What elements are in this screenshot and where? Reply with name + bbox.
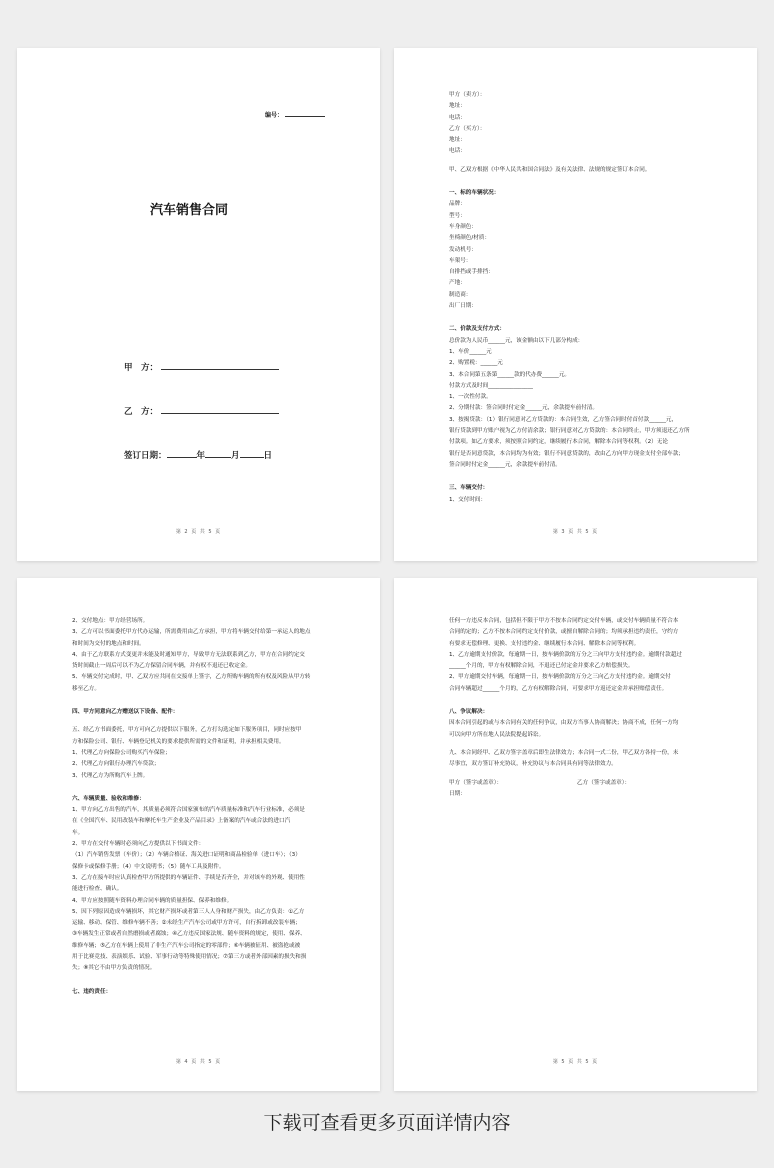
line: 签合同时付定金______元，余款提车前付清。 — [449, 461, 561, 468]
contract-number-blank — [285, 116, 325, 117]
page-4-body — [72, 616, 325, 998]
page-number: 第 3 页 共 5 页 — [552, 529, 599, 535]
line: 用于比赛竞技、表演娱乐、试验、军事行动等特殊使用情况；⑦第三方或者外部因素的损失和损 — [72, 954, 307, 961]
line: 可以向甲方所在地人民法院提起诉讼。 — [449, 731, 545, 738]
line: 合同车辆超过______个月的，乙方有权解除合同，可要求甲方返还定金并承担赔偿责任。 — [449, 685, 668, 692]
line: 1、交付时间： — [449, 496, 487, 503]
party-b-field — [124, 404, 279, 417]
party-b-label: 乙 方： — [124, 407, 159, 417]
line: 能进行检查、确认。 — [72, 886, 123, 893]
line: 电话： — [449, 114, 466, 121]
month-label: 月 — [231, 451, 240, 461]
date-label: 日期： — [449, 790, 466, 797]
party-a-field — [124, 360, 279, 373]
line: 九、本合同经甲、乙双方签字盖章后即生法律效力；本合同一式二份，甲乙双方各持一份，未 — [449, 749, 679, 756]
party-a-label: 甲 方： — [124, 363, 159, 373]
line: 4、甲方应按照随车资料办理合同车辆的质量担保、保养和维修。 — [72, 897, 233, 904]
signature-row — [449, 778, 702, 789]
line: 坐椅颜色/材质： — [449, 235, 491, 242]
line: 乙方（买方）： — [449, 125, 486, 132]
line: 方和保险公司、银行、车辆登记机关的要求提供所需的文件和证明，并承担相关费用。 — [72, 738, 285, 745]
line: 2、代理乙方向银行办理汽车贷款； — [72, 761, 160, 768]
line: 1、代理乙方向保险公司购买汽车保险； — [72, 749, 171, 756]
line: 付款方式及时间________________ — [449, 382, 533, 389]
line: 2、购置税：______元 — [449, 360, 503, 367]
line: 自排挡或手排挡： — [449, 269, 494, 276]
day-blank — [240, 448, 264, 458]
month-blank — [205, 448, 231, 458]
page-number: 第 5 页 共 5 页 — [552, 1059, 599, 1065]
line: 地址： — [449, 103, 466, 110]
sign-date-label: 签订日期： — [124, 451, 167, 461]
contract-number — [265, 110, 325, 119]
section-title: 二、价款及支付方式： — [449, 326, 505, 333]
sign-date-field — [124, 448, 272, 461]
line: 出厂日期： — [449, 303, 477, 310]
download-more-link[interactable]: 下载可查看更多页面详情内容 — [263, 1112, 511, 1134]
line: 任何一方违反本合同，包括但不限于甲方不按本合同约定交付车辆，或交付车辆质量不符合本 — [449, 618, 679, 624]
sign-b-label: 乙方（签字或盖章）： — [577, 779, 631, 786]
section-title: 六、车辆质量、验收和维修： — [72, 795, 145, 802]
line: 1、甲方向乙方出售的汽车，其质量必须符合国家颁布的汽车质量标准和汽车行业标准，必须是 — [72, 807, 305, 814]
party-b-blank — [161, 404, 279, 414]
line: 3、按揭贷款：（1）银行同意对乙方贷款的：本合同生效，乙方签合同时付首付款______元， — [449, 416, 678, 423]
line: 车架号： — [449, 257, 472, 264]
line: 五、经乙方书面委托，甲方可向乙方提供以下服务，乙方打勾选定如下服务项目，同时应按甲 — [72, 727, 302, 734]
line: 维修车辆；⑤乙方在车辆上使用了非生产汽车公司指定的零部件；⑥车辆被征用、被盗抢或被 — [72, 942, 301, 949]
line: 运输、移动、保管、维修车辆不善；②未经生产汽车公司或甲方许可，自行拆卸或改装车辆； — [72, 920, 301, 927]
line: 5、车辆交付完成时，甲、乙双方应共同在交接单上签字，乙方所购车辆的所有权及风险从甲方转 — [72, 674, 311, 681]
line: ______个月的，甲方有权解除合同，不退还已付定金并要求乙方赔偿损失。 — [449, 663, 634, 670]
line: 地址： — [449, 137, 466, 144]
line: 因本合同引起的或与本合同有关的任何争议，由双方当事人协商解决；协商不成，任何一方均 — [449, 720, 679, 727]
section-title: 三、车辆交付： — [449, 485, 489, 492]
line: 有要求无偿修理、更换、支付违约金、继续履行本合同、解除本合同等权利。 — [449, 640, 640, 647]
section-title: 四、甲方同意向乙方赠送以下设备、配件： — [72, 709, 179, 716]
line: 尽事宜，双方签订补充协议，补充协议与本合同具有同等法律效力。 — [449, 761, 617, 768]
section-title: 一、标的车辆状况： — [449, 190, 500, 197]
line: 2、交付地点：甲方经营场所。 — [72, 618, 149, 624]
party-a-blank — [161, 360, 279, 370]
line: 3、本合同第五条第______款的代办费______元。 — [449, 371, 571, 378]
line: 发动机号： — [449, 246, 477, 253]
line: 2、甲方逾期交付车辆，每逾期一日，按车辆价款的万分之三向乙方支付违约金。逾期交付 — [449, 674, 671, 681]
line: 产地： — [449, 280, 466, 287]
page-4 — [17, 578, 380, 1091]
page-2-body — [449, 90, 702, 506]
page-cover — [17, 48, 380, 561]
section-title: 七、违约责任： — [72, 988, 112, 995]
line: 银行是否同意贷款，本合同均为有效；银行不同意贷款的，改由乙方向甲方现金支付全部车款； — [449, 450, 684, 457]
day-label: 日 — [263, 451, 273, 461]
line: 4、由于乙方联系方式变更并未能及时通知甲方，导致甲方无法联系到乙方，甲方在合同约定交 — [72, 651, 305, 658]
line: 总价款为人民币______元，该金额由以下几部分构成： — [449, 337, 584, 344]
line: 3、乙方可以书面委托甲方代办运输，所需费用由乙方承担，甲方将车辆交付给第一承运人的地点 — [72, 629, 311, 636]
line: 1、一次性付款。 — [449, 394, 492, 401]
year-blank — [167, 448, 197, 458]
line: 货时间截止一周后可以不为乙方保留合同车辆，并有权不退还已收定金。 — [72, 663, 252, 670]
line: 车身颜色： — [449, 223, 477, 230]
line: 合同的定的；乙方不按本合同约定支付价款，或擅自解除合同的；均须承担违约责任，守约方 — [449, 629, 679, 636]
page-5 — [394, 578, 757, 1091]
line: 3、代理乙方为所购汽车上牌。 — [72, 772, 149, 779]
page-5-body — [449, 616, 702, 800]
line: 型号： — [449, 212, 466, 219]
line: 制造商： — [449, 291, 472, 298]
line: 品牌： — [449, 201, 466, 208]
line: 保修卡或保修手册；（4）中文说明书；（5）随车工具及附件。 — [72, 863, 225, 870]
line: 和时间为交付的地点和时间。 — [72, 640, 145, 647]
line: 电话： — [449, 148, 466, 155]
line: ③车辆发生正常或者自然磨损或者腐蚀；④乙方违反国家法规、随车资料的规定，使用、保养、 — [72, 931, 306, 938]
line: 银行贷款到甲方账户视为乙方付清余款；银行同意对乙方贷款的：本合同终止，甲方须退还乙方所 — [449, 428, 690, 435]
section-title: 八、争议解决： — [449, 709, 489, 716]
line: 车。 — [72, 829, 84, 836]
line: 移至乙方。 — [72, 685, 100, 692]
line: 2、分期付款：签合同时付定金______元，余款提车前付清。 — [449, 405, 598, 412]
line: 在《全国汽车、民用改装车和摩托车生产企业及产品目录》上备案的汽车或合法的进口汽 — [72, 818, 291, 825]
line: 付款项。如乙方要求，须按照合同约定，继续履行本合同，解除本合同等权利。（2）无论 — [449, 439, 668, 446]
page-number: 第 2 页 共 5 页 — [175, 529, 222, 535]
line: 失；⑧其它不由甲方负责的情况。 — [72, 965, 156, 972]
page-number: 第 4 页 共 5 页 — [175, 1059, 222, 1065]
sign-a-label: 甲方（签字或盖章）： — [449, 779, 503, 786]
year-label: 年 — [196, 451, 206, 461]
page-2 — [394, 48, 757, 561]
line: 甲方（卖方）： — [449, 92, 486, 98]
contract-title: 汽车销售合同 — [150, 203, 229, 218]
line: 3、乙方在接车时应认真检查甲方所提供的车辆证件、手续是否齐全，并对该车的外观、使用性 — [72, 874, 305, 881]
line: 1、车价______元 — [449, 348, 492, 355]
intro-line: 甲、乙双方根据《中华人民共和国合同法》及有关法律、法规的规定签订本合同。 — [449, 166, 651, 173]
line: 2、甲方在交付车辆时必须向乙方提供以下书面文件： — [72, 841, 205, 848]
line: 5、因下列原因造成车辆损坏，其它财产损坏或者第三人人身和财产损失，由乙方负责：①乙方 — [72, 908, 305, 915]
contract-number-label: 编号： — [264, 112, 283, 119]
line: （1）汽车销售发票（车价）；（2）车辆合格证、海关进口证明和商品检验单（进口车）；（3） — [72, 852, 301, 859]
line: 1、乙方逾期支付价款，每逾期一日，按车辆价款的万分之三向甲方支付违约金。逾期付款超过 — [449, 651, 682, 658]
